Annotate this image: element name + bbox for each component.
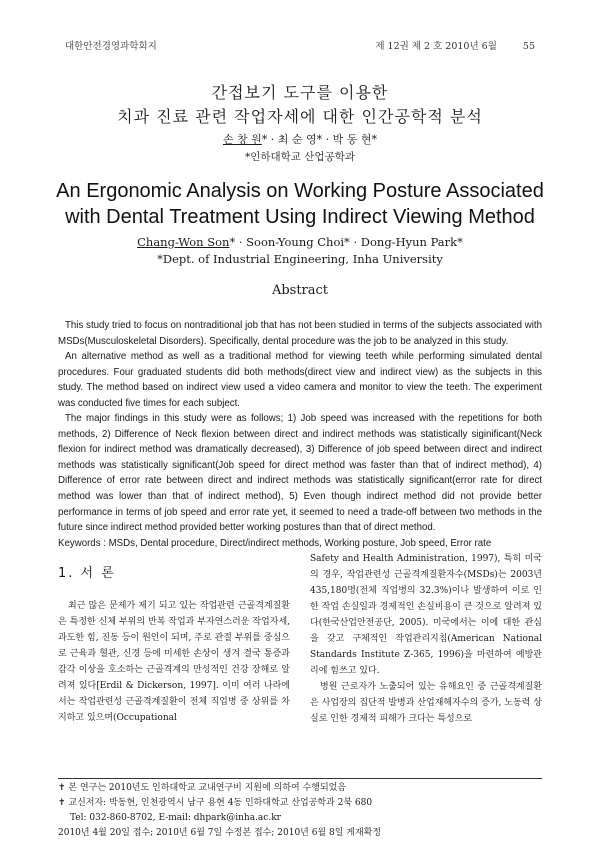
keywords: Keywords : MSDs, Dental procedure, Direct/indirect methods, Working posture, Job speed, Error rate	[58, 537, 492, 549]
running-header	[65, 38, 535, 52]
english-first-author: Chang-Won Son	[137, 235, 230, 249]
footnote-divider	[58, 778, 542, 779]
english-affiliation: *Dept. of Industrial Engineering, Inha University	[157, 252, 443, 266]
korean-other-authors: * · 최 순 영* · 박 동 현*	[261, 133, 378, 146]
korean-title-line-1: 간접보기 도구를 이용한	[211, 83, 389, 102]
abstract-paragraph: An alternative method as well as a traditional method for viewing teeth while performing simulated dental procedures. Four graduated students did both methods(direct view and indirect view) as the subjects in this study. The method based on indirect view used a video camera and monitor to view the teeth. The experiment was conducted five times for each subject.	[58, 351, 542, 409]
contact-info: Tel: 032-860-8702, E-mail: dhpark@inha.ac.kr	[70, 813, 281, 823]
issue-info: 제 12권 제 2 호 2010년 6월	[375, 41, 497, 52]
english-title-line-2: with Dental Treatment Using Indirect Viewing Method	[65, 206, 535, 228]
english-title-line-1: An Ergonomic Analysis on Working Posture Associated	[56, 180, 544, 202]
page-number: 55	[522, 41, 535, 52]
section-1-title: 1. 서 론	[58, 566, 116, 581]
right-column	[310, 551, 542, 727]
abstract-heading: Abstract	[271, 283, 329, 298]
korean-title-line-2: 치과 진료 관련 작업자세에 대한 인간공학적 분석	[117, 107, 483, 126]
funding-note: ✝ 본 연구는 2010년도 인하대학교 교내연구비 지원에 의하여 수행되었음	[58, 783, 347, 793]
abstract-paragraph: The major findings in this study were as follows; 1) Job speed was increased with the repetitions for both methods, 2) Difference of Neck flexion between direct and indirect methods was statistically siginificant(Neck flexion for indirect method was dramatically decreased), 3) Difference of job speed between direct and indirect methods was statistically significant(Job speed for direct method was faster than that of indirect method), 4) Difference of error rate between direct and indirect methods was statistically significant(error rate for direct method was lower than that of indirect method), 5) Even though indirect method did not provide better performance in terms of job speed and error rate yet, it seemed to need a trade-off between two methods in the future since indirect method provided better working postures than that of direct method.	[58, 413, 542, 534]
footnotes	[58, 781, 542, 841]
korean-affiliation: *인하대학교 산업공학과	[244, 151, 356, 163]
intro-paragraph-1: 최근 많은 문제가 제기 되고 있는 작업관련 근골격계질환은 특정한 신체 부위의 반복 작업과 부자연스러운 작업자세, 과도한 힘, 진동 등이 원인이 되며, 주로 관절 부위를 중심으로 근육과 혈관, 신경 등에 미세한 손상이 생겨 결국 통증과 감각 이상을 호소하는 근골격계의 만성적인 건강 장해로 알려져 있다[Erdil & Dickerson, 1997]. 이미 여러 나라에서는 작업관련성 근골격계질환이 전체 직업병 중 상위를 차지하고 있으며(Occupational	[58, 601, 290, 723]
abstract-paragraph: This study tried to focus on nontraditional job that has not been studied in terms of the subjects associated with MSDs(Musculoskeletal Disorders). Specifically, dental procedure was the job to be analyzed in this study.	[58, 320, 542, 347]
english-authors	[0, 235, 600, 249]
corresponding-author-note: ✝ 교신저자: 박동현, 인천광역시 남구 용현 4동 인하대학교 산업공학과 2북 680	[58, 798, 373, 808]
issue-info-and-page	[375, 38, 535, 52]
abstract-body	[58, 318, 542, 551]
submission-dates: 2010년 4월 20일 접수; 2010년 6월 7일 수정본 접수; 2010년 6월 8일 게재확정	[58, 828, 382, 838]
intro-paragraph-2: 병원 근로자가 노출되어 있는 유해요인 중 근골격계질환은 사업장의 집단적 발병과 산업재해자수의 증가, 노동력 상실로 인한 경제적 피해가 크다는 특성으로	[310, 682, 542, 724]
left-column	[58, 598, 290, 726]
english-other-authors: * · Soon-Young Choi* · Dong-Hyun Park*	[229, 235, 463, 249]
intro-paragraph-1-continued: Safety and Health Administration, 1997), 특히 미국의 경우, 작업관련성 근골격계질환자수(MSDs)는 2003년 435,180명(전체 직업병의 32.3%)이나 발생하여 이로 인한 작업 손실일과 경제적인 손실비용이 큰 것으로 알려져 있다(한국산업안전공단, 2005). 미국에서는 이에 대한 관심을 갖고 구체적인 작업관리지침(American National Standards Institute Z-365, 1996)을 마련하여 예방관리에 힘쓰고 있다.	[310, 554, 542, 676]
korean-first-author: 손 창 원	[222, 133, 262, 146]
journal-name: 대한안전경영과학회지	[65, 41, 157, 52]
korean-authors	[0, 131, 600, 147]
